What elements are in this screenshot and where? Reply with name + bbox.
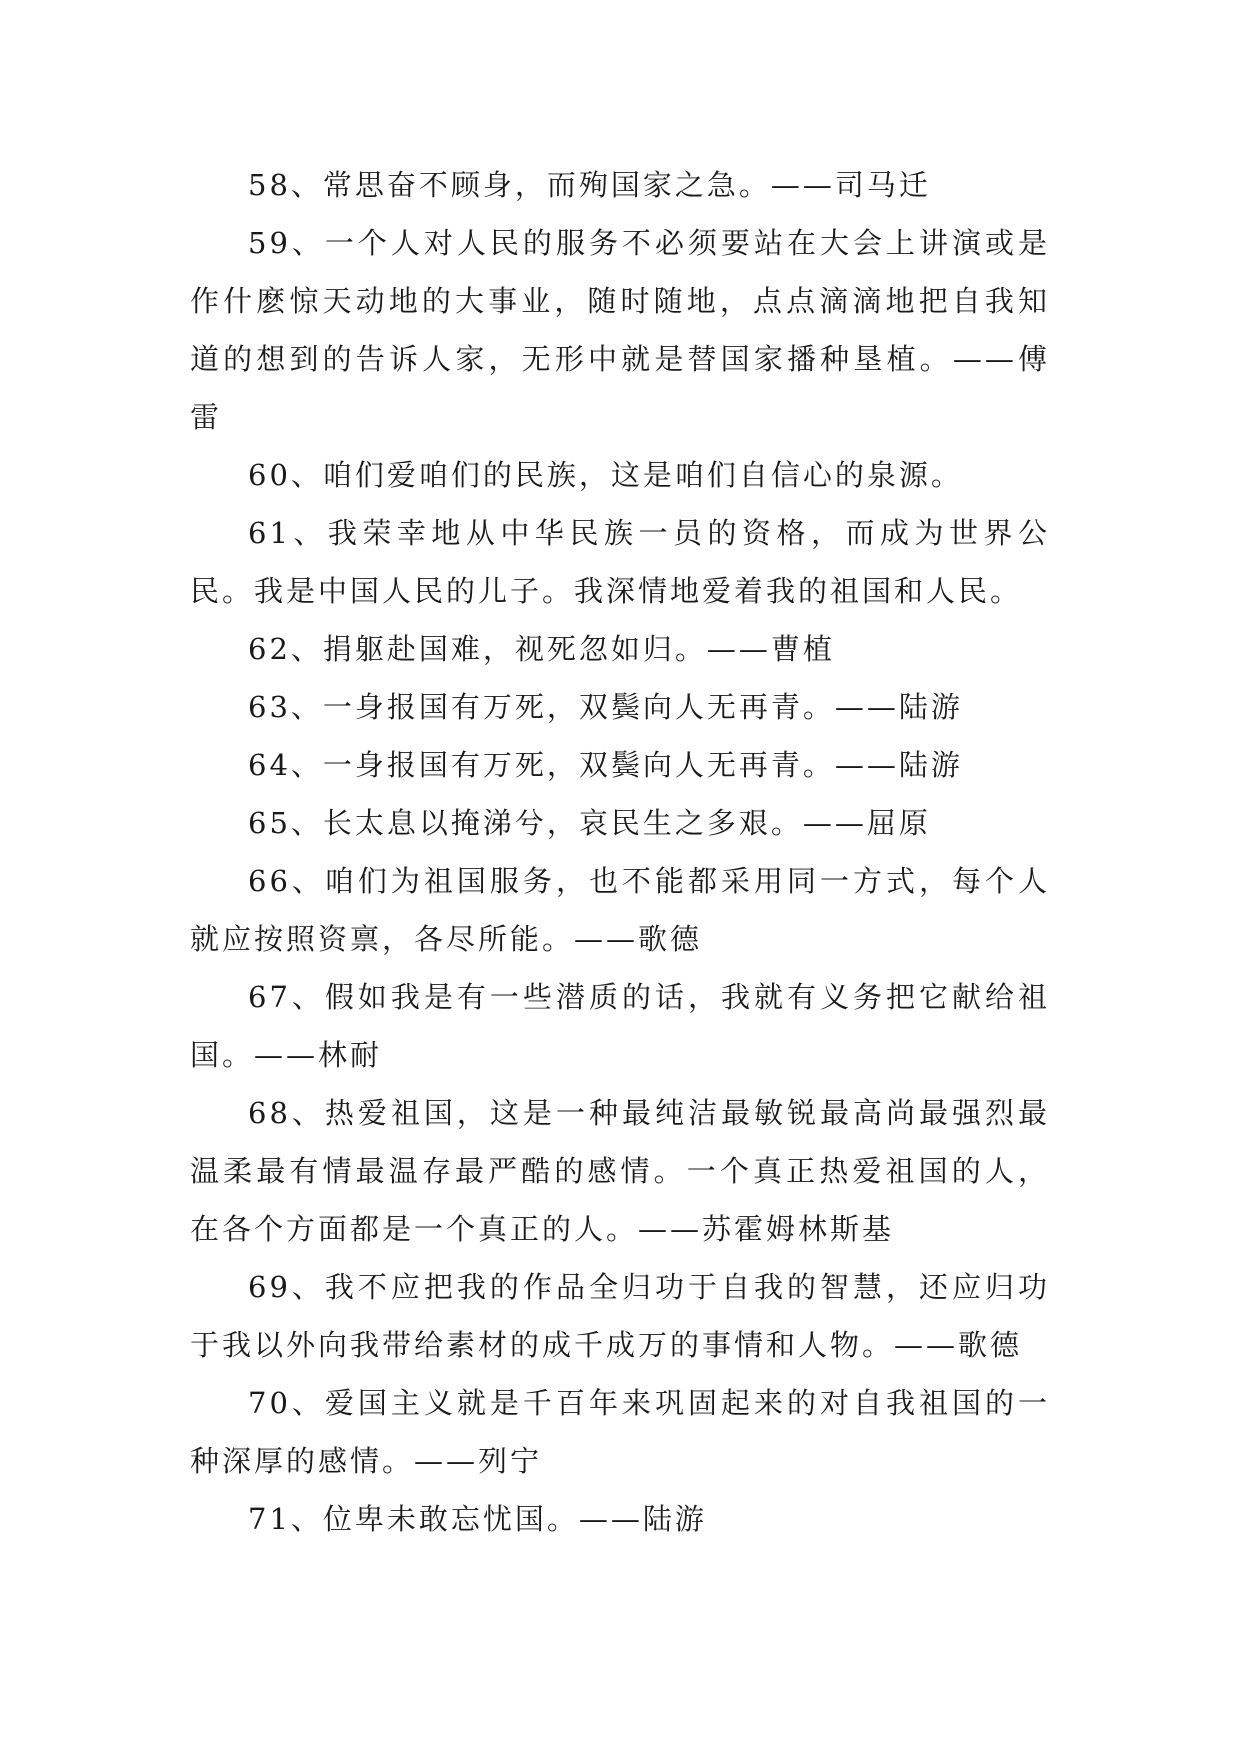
document-body bbox=[190, 156, 1050, 1548]
quote-paragraph: 63、一身报国有万死，双鬓向人无再青。——陆游 bbox=[248, 690, 963, 724]
quote-paragraph: 58、常思奋不顾身，而殉国家之急。——司马迁 bbox=[248, 168, 931, 202]
quote-paragraph: 71、位卑未敢忘忧国。——陆游 bbox=[248, 1502, 707, 1536]
quote-paragraph: 65、长太息以掩涕兮，哀民生之多艰。——屈原 bbox=[248, 806, 931, 840]
quote-paragraph: 69、我不应把我的作品全归功于自我的智慧，还应归功于我以外向我带给素材的成千成万的事情和人物。——歌德 bbox=[190, 1270, 1050, 1362]
quote-paragraph: 70、爱国主义就是千百年来巩固起来的对自我祖国的一种深厚的感情。——列宁 bbox=[190, 1386, 1050, 1478]
quote-paragraph: 68、热爱祖国，这是一种最纯洁最敏锐最高尚最强烈最温柔最有情最温存最严酷的感情。一个真正热爱祖国的人，在各个方面都是一个真正的人。——苏霍姆林斯基 bbox=[190, 1096, 1050, 1246]
quote-paragraph: 66、咱们为祖国服务，也不能都采用同一方式，每个人就应按照资禀，各尽所能。——歌德 bbox=[190, 864, 1050, 956]
quote-paragraph: 60、咱们爱咱们的民族，这是咱们自信心的泉源。 bbox=[248, 458, 963, 492]
quote-paragraph: 59、一个人对人民的服务不必须要站在大会上讲演或是作什麽惊天动地的大事业，随时随地，点点滴滴地把自我知道的想到的告诉人家，无形中就是替国家播种垦植。——傅雷 bbox=[190, 226, 1050, 434]
quote-paragraph: 62、捐躯赴国难，视死忽如归。——曹植 bbox=[248, 632, 835, 666]
quote-paragraph: 64、一身报国有万死，双鬓向人无再青。——陆游 bbox=[248, 748, 963, 782]
quote-paragraph: 67、假如我是有一些潜质的话，我就有义务把它献给祖国。——林耐 bbox=[190, 980, 1050, 1072]
quote-paragraph: 61、我荣幸地从中华民族一员的资格，而成为世界公民。我是中国人民的儿子。我深情地爱着我的祖国和人民。 bbox=[190, 516, 1050, 608]
